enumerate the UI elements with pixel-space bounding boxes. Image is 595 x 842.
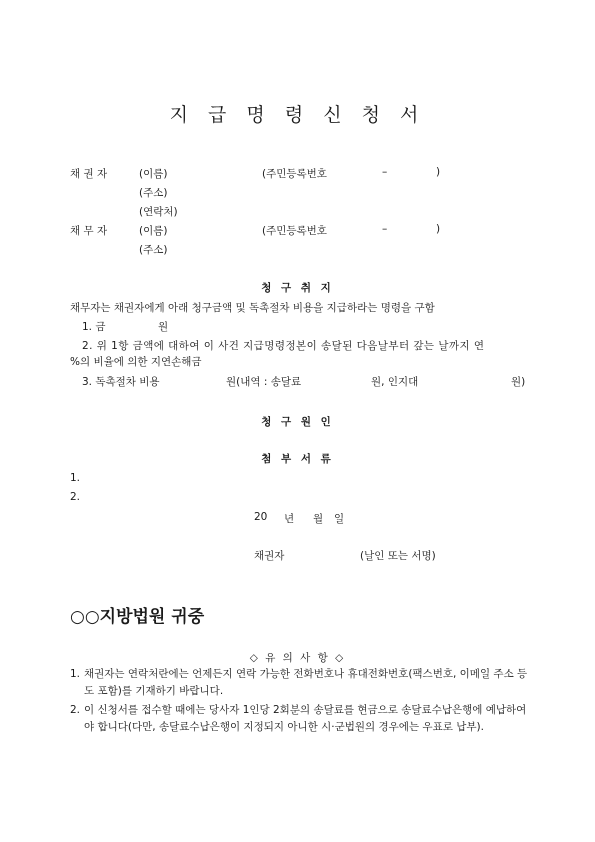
date-day-unit: 일 (334, 513, 345, 525)
creditor-address: (주소) (139, 187, 168, 199)
signature-seal: (날인 또는 서명) (360, 550, 436, 562)
debtor-name: (이름) (139, 225, 168, 237)
attachments-heading: 첨 부 서 류 (261, 453, 334, 465)
claim-item1-label: 1. 금 (82, 321, 106, 333)
debtor-resident-dash: – (382, 223, 388, 235)
attachment-item-2: 2. (70, 491, 81, 503)
date-month-unit: 월 (313, 513, 324, 525)
notice-item-text: 채권자는 연락처란에는 언제든지 연락 가능한 전화번호나 휴대전화번호(팩스번호, 이메일 주소 등도 포함)를 기재하기 바랍니다. (84, 668, 528, 697)
attachment-item-1: 1. (70, 472, 81, 484)
creditor-contact: (연락처) (139, 206, 178, 218)
document-title: 지 급 명 령 신 청 서 (169, 104, 426, 126)
claim-purpose-heading: 청 구 취 지 (261, 282, 334, 294)
court-name: ○○지방법원 귀중 (70, 607, 205, 627)
debtor-address: (주소) (139, 244, 168, 256)
claim-purpose-intro: 채무자는 채권자에게 아래 청구금액 및 독촉절차 비용을 지급하라는 명령을 구함 (70, 302, 435, 314)
signature-label: 채권자 (254, 550, 285, 562)
notice-item-text: 이 신청서를 접수할 때에는 당사자 1인당 2회분의 송달료를 현금으로 송달료수납은행에 예납하여야 합니다(다만, 송달료수납은행이 지정되지 아니한 시·군법원의 경우에는 우표로 납부). (84, 704, 527, 733)
notice-title: ◇ 유 의 사 항 ◇ (249, 652, 346, 664)
claim-cause-heading: 청 구 원 인 (261, 416, 334, 428)
notice-item (70, 666, 530, 700)
creditor-resident-close: ) (436, 166, 441, 178)
notice-list (70, 666, 530, 738)
notice-item-number: 2. (70, 704, 81, 716)
claim-item3-unit: 원(내역 : 송달료 (226, 376, 302, 388)
creditor-resident-no: (주민등록번호 (262, 168, 327, 180)
claim-item2-line2: %의 비율에 의한 지연손해금 (70, 356, 202, 368)
creditor-name: (이름) (139, 168, 168, 180)
debtor-resident-close: ) (436, 223, 441, 235)
claim-item3-end: 원) (511, 376, 526, 388)
claim-item2-line1: 2. 위 1항 금액에 대하여 이 사건 지급명령정본이 송달된 다음날부터 갚는 날까지 연 (82, 340, 485, 352)
notice-item-number: 1. (70, 668, 81, 680)
notice-item (70, 702, 530, 736)
debtor-resident-no: (주민등록번호 (262, 225, 327, 237)
creditor-resident-dash: – (382, 166, 388, 178)
date-year-unit: 년 (284, 513, 295, 525)
debtor-label: 채 무 자 (70, 225, 108, 237)
claim-item3-mid: 원, 인지대 (371, 376, 419, 388)
creditor-label: 채 권 자 (70, 168, 108, 180)
claim-item3-label: 3. 독촉절차 비용 (82, 376, 160, 388)
claim-item1-unit: 원 (158, 321, 169, 333)
date-year: 20 (254, 511, 268, 523)
